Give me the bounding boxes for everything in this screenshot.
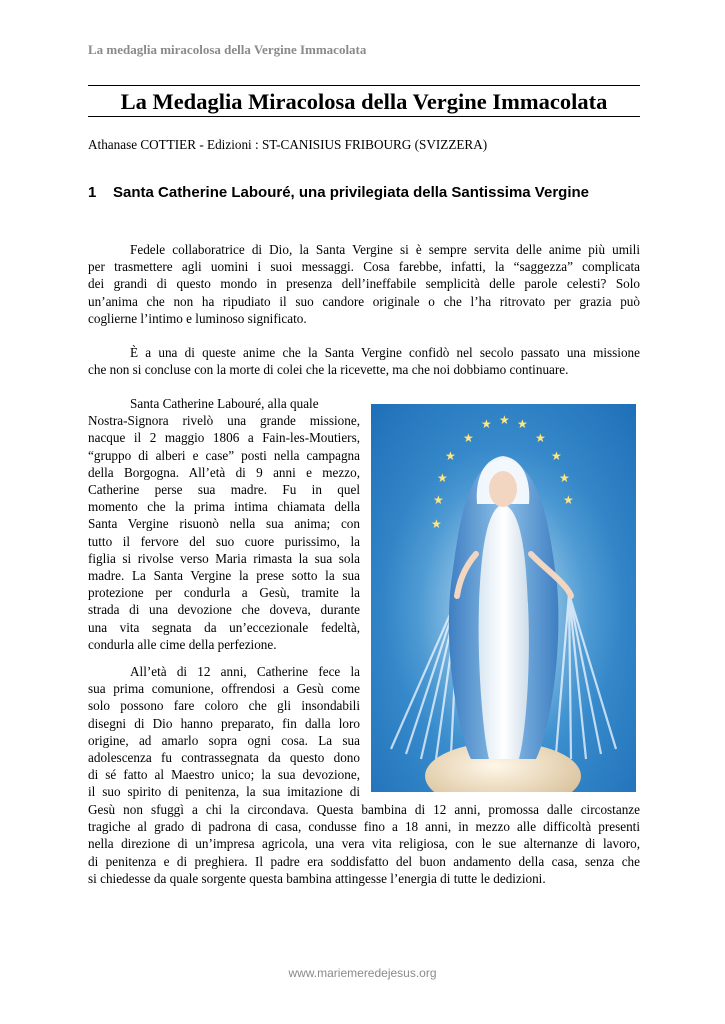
- paragraph-line: una vita segnata da un’eccezionale fedeltà,: [88, 619, 360, 635]
- svg-text:★: ★: [445, 449, 456, 463]
- virgin-mary-illustration: [371, 404, 636, 792]
- paragraph-line: si chiedesse da quale sorgente questa bambina attingesse l’energia di tutte le dedizioni.: [88, 870, 546, 886]
- svg-text:★: ★: [517, 417, 528, 431]
- paragraph-line: nella direzione di un’impresa agricola, una vera vita religiosa, con le sue alternanze di lavoro,: [88, 836, 640, 852]
- paragraph-line: strada di una devozione che doveva, durante: [88, 602, 360, 618]
- paragraph-line: dei grandi di questo mondo in presenza dell’ineffabile semplicità delle parole celesti? Solo: [88, 276, 640, 292]
- paragraph-line: Nostra-Signora rivelò una grande missione,: [88, 413, 360, 429]
- paragraph-line: nacque il 2 maggio 1806 a Fain-les-Moutiers,: [88, 430, 360, 446]
- paragraph-line: tutto il fervore del suo cuore purissimo, la: [88, 533, 360, 549]
- svg-text:★: ★: [431, 517, 442, 531]
- svg-text:★: ★: [437, 471, 448, 485]
- paragraph-line: È a una di queste anime che la Santa Vergine confidò nel secolo passato una missione: [130, 345, 640, 360]
- paragraph-line: protezione per condurla a Gesù, tramite la: [88, 585, 360, 601]
- paragraph-line: Fedele collaboratrice di Dio, la Santa Vergine si è sempre servita delle anime più umili: [130, 242, 640, 257]
- section-title: Santa Catherine Labouré, una privilegiata della Santissima Vergine: [113, 184, 589, 201]
- virgin-mary-image: [371, 404, 636, 792]
- svg-text:★: ★: [499, 413, 510, 427]
- paragraph-line: momento che la prima intima chiamata della: [88, 499, 360, 515]
- title-rule-top: [88, 85, 640, 86]
- paragraph-line: un’anima che non ha ripudiato il suo candore originale o che l’ha ritrovato per grazia può: [88, 293, 640, 309]
- svg-text:★: ★: [535, 431, 546, 445]
- document-title: La Medaglia Miracolosa della Vergine Immacolata: [120, 89, 608, 114]
- white-robe: [479, 504, 529, 759]
- section-number: 1: [88, 184, 97, 201]
- paragraph-line: All’età di 12 anni, Catherine fece la: [130, 664, 360, 679]
- face: [489, 471, 517, 507]
- paragraph-line: Catherine perse sua madre. Fu in quel: [88, 482, 360, 498]
- running-header: La medaglia miracolosa della Vergine Immacolata: [88, 42, 367, 57]
- paragraph-line: per trasmettere agli uomini i suoi messaggi. Cosa farebbe, infatti, la “saggezza” complicata: [88, 259, 640, 275]
- svg-text:★: ★: [551, 449, 562, 463]
- paragraph-2: [88, 344, 640, 378]
- paragraph-4-full: [88, 801, 640, 887]
- footer-url: www.mariemeredejesus.org: [288, 966, 437, 980]
- svg-text:★: ★: [433, 493, 444, 507]
- paragraph-line: di penitenza e di preghiera. Il padre era soddisfatto del buon andamento della casa, senza che: [88, 853, 640, 869]
- paragraph-line: tragiche al grado di padrona di casa, condusse fino a 18 anni, in mezzo alle difficoltà presenti: [88, 819, 640, 835]
- paragraph-line: coglierne l’intimo e luminoso significato.: [88, 310, 307, 326]
- paragraph-line: Gesù non sfuggì a chi la circondava. Questa bambina di 12 anni, promossa dalle circostanze: [88, 802, 640, 817]
- paragraph-4-column: [88, 663, 360, 801]
- title-rule-bottom: [88, 116, 640, 117]
- paragraph-line: solo possono fare coloro che gli insondabili: [88, 698, 360, 714]
- svg-text:★: ★: [563, 493, 574, 507]
- paragraph-line: della Borgogna. All’età di 9 anni e mezzo,: [88, 464, 360, 480]
- paragraph-line: il suo spirito di penitenza, la sua imitazione di: [88, 784, 360, 800]
- paragraph-line: origine, ad amarlo sopra ogni cosa. La sua: [88, 732, 360, 748]
- paragraph-line: che non si concluse con la morte di colei che la ricevette, ma che noi dobbiamo continuare.: [88, 362, 569, 378]
- paragraph-line: condurla alle cime della perfezione.: [88, 636, 277, 652]
- paragraph-line: sua prima comunione, offrendosi a Gesù come: [88, 681, 360, 697]
- section-heading: [88, 182, 628, 203]
- paragraph-line: Santa Catherine Labouré, alla quale: [130, 396, 319, 411]
- paragraph-line: figlia si rivolse verso Maria rimasta la sua sola: [88, 550, 360, 566]
- paragraph-line: “gruppo di alberi e case” posti nella campagna: [88, 447, 360, 463]
- paragraph-line: Santa Vergine risuonò nella sua anima; con: [88, 516, 360, 532]
- paragraph-line: adolescenza fu contrassegnata da questo dono: [88, 750, 360, 766]
- paragraph-line: madre. La Santa Vergine la prese sotto la sua: [88, 568, 360, 584]
- paragraph-line: disegni di Dio hanno preparato, fin dalla loro: [88, 715, 360, 731]
- author-line: Athanase COTTIER - Edizioni : ST-CANISIUS FRIBOURG (SVIZZERA): [88, 137, 488, 152]
- paragraph-3: [88, 395, 360, 653]
- svg-text:★: ★: [481, 417, 492, 431]
- paragraph-line: di sé fatto al Maestro unico; la sua devozione,: [88, 767, 360, 783]
- svg-text:★: ★: [559, 471, 570, 485]
- paragraph-1: [88, 241, 640, 327]
- svg-text:★: ★: [463, 431, 474, 445]
